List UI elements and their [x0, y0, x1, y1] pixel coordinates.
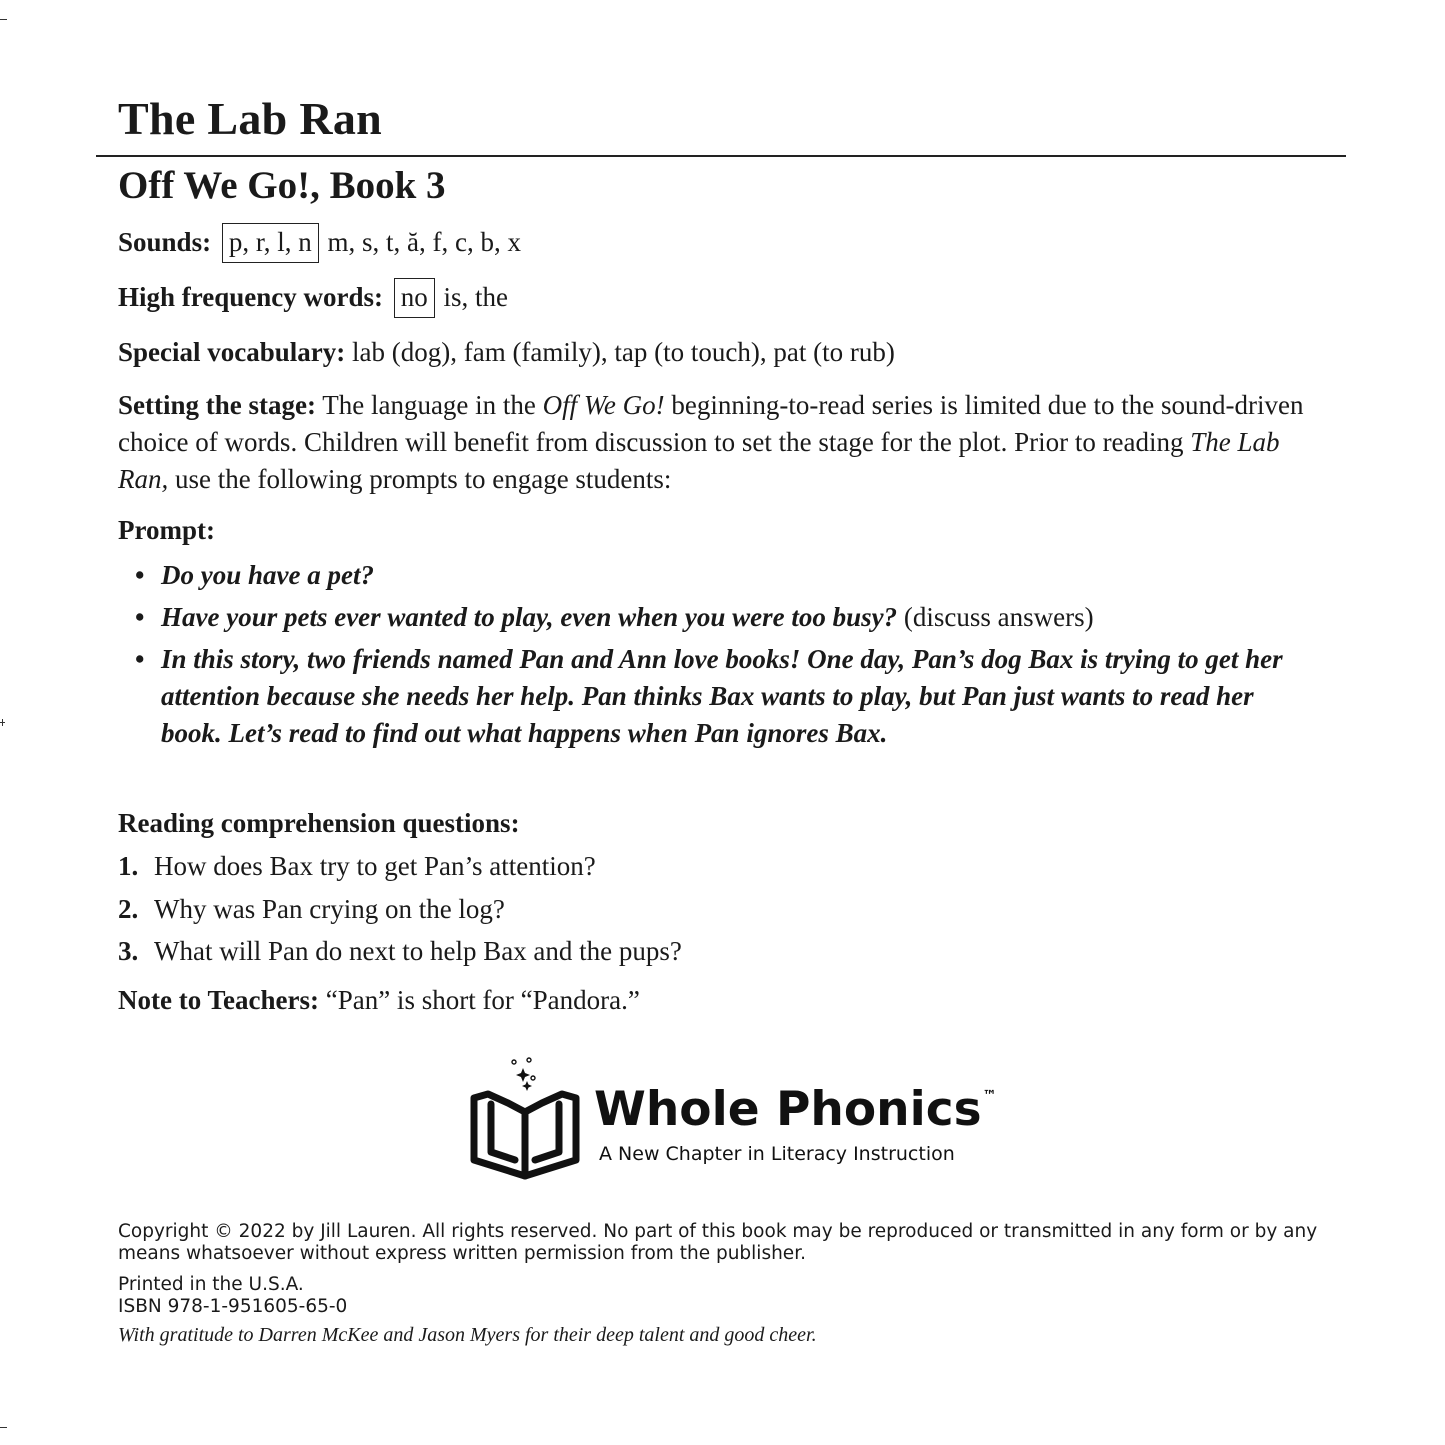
setting-text-3: use the following prompts to engage students:: [175, 464, 672, 494]
comprehension-questions: [118, 848, 682, 976]
sounds-new-box: p, r, l, n: [222, 223, 319, 263]
prompt-label: Prompt:: [118, 515, 215, 545]
prompt-text: In this story, two friends named Pan and Ann love books! One day, Pan’s dog Bax is trying to get her attention because she needs her help. Pan thinks Bax wants to play, but Pan just wants to read her book. Let’s read to find out what happens when Pan ignores Bax.: [161, 644, 1283, 748]
high-frequency-rest: is, the: [443, 282, 509, 312]
bullet-icon: •: [135, 560, 145, 590]
question-number: 1.: [118, 851, 139, 881]
special-vocab-line: [118, 337, 895, 368]
copyright-notice: Copyright © 2022 by Jill Lauren. All rights reserved. No part of this book may be reproduced or transmitted in any form or by any means whatsoever without express written permission from the publisher.: [118, 1221, 1318, 1264]
prompt-item: [133, 599, 1313, 636]
gratitude-note: With gratitude to Darren McKee and Jason Myers for their deep talent and good cheer.: [118, 1324, 817, 1346]
logo-tagline: A New Chapter in Literacy Instruction: [599, 1143, 955, 1165]
open-book-icon: [468, 1054, 588, 1184]
page-title: The Lab Ran: [118, 93, 383, 144]
sounds-rest: m, s, t, ă, f, c, b, x: [327, 227, 521, 257]
question-item: [118, 891, 682, 934]
series-title: Off We Go!: [542, 390, 665, 420]
setting-label: Setting the stage:: [118, 390, 316, 420]
printed-in: Printed in the U.S.A.: [118, 1274, 304, 1295]
question-text: Why was Pan crying on the log?: [154, 893, 505, 924]
high-frequency-new-box: no: [394, 278, 435, 318]
prompt-heading: [118, 515, 215, 546]
setting-text-1: The language in the: [322, 390, 536, 420]
high-frequency-line: [118, 278, 508, 318]
isbn: ISBN 978-1-951605-65-0: [118, 1296, 348, 1317]
prompt-list: [133, 557, 1313, 757]
comprehension-heading: [118, 808, 520, 839]
question-text: How does Bax try to get Pan’s attention?: [154, 851, 596, 881]
crop-mark-bottom-left: [0, 1427, 7, 1428]
logo-brand-name: [594, 1082, 997, 1137]
setting-text-2: beginning-to-read series is limited due to the sound-driven choice of words. Children will benefit from discussion to set the stage for the plot. Prior to reading: [118, 390, 1304, 457]
logo-brand-text: Whole Phonics: [594, 1082, 982, 1137]
note-text: “Pan” is short for “Pandora.”: [325, 985, 640, 1015]
book-subtitle: Off We Go!, Book 3: [118, 164, 446, 207]
prompt-item: [133, 557, 1313, 594]
question-text: What will Pan do next to help Bax and the pups?: [154, 936, 682, 966]
prompt-item: [133, 641, 1313, 752]
title-divider: [96, 155, 1346, 157]
book-title-ref: The Lab Ran,: [118, 427, 1280, 494]
high-frequency-label: High frequency words:: [118, 282, 384, 312]
bullet-icon: •: [135, 602, 145, 632]
prompt-suffix: (discuss answers): [903, 602, 1094, 632]
special-vocab-label: Special vocabulary:: [118, 337, 346, 367]
question-number: 2.: [118, 893, 139, 924]
trademark-symbol: ™: [982, 1088, 997, 1104]
comprehension-label: Reading comprehension questions:: [118, 808, 520, 838]
question-item: [118, 848, 682, 891]
setting-the-stage: [118, 387, 1318, 498]
whole-phonics-logo: [468, 1054, 1028, 1184]
question-item: [118, 933, 682, 976]
sounds-line: [118, 223, 521, 263]
crop-mark-middle-left-v: [2, 719, 3, 726]
note-label: Note to Teachers:: [118, 985, 319, 1015]
note-line: [118, 985, 640, 1016]
sounds-label: Sounds:: [118, 227, 212, 257]
special-vocab-text: lab (dog), fam (family), tap (to touch), pat (to rub): [352, 337, 895, 367]
crop-mark-top-left: [0, 19, 7, 20]
prompt-text: Do you have a pet?: [161, 560, 374, 590]
prompt-text: Have your pets ever wanted to play, even when you were too busy?: [161, 602, 898, 632]
bullet-icon: •: [135, 644, 145, 674]
question-number: 3.: [118, 936, 139, 966]
